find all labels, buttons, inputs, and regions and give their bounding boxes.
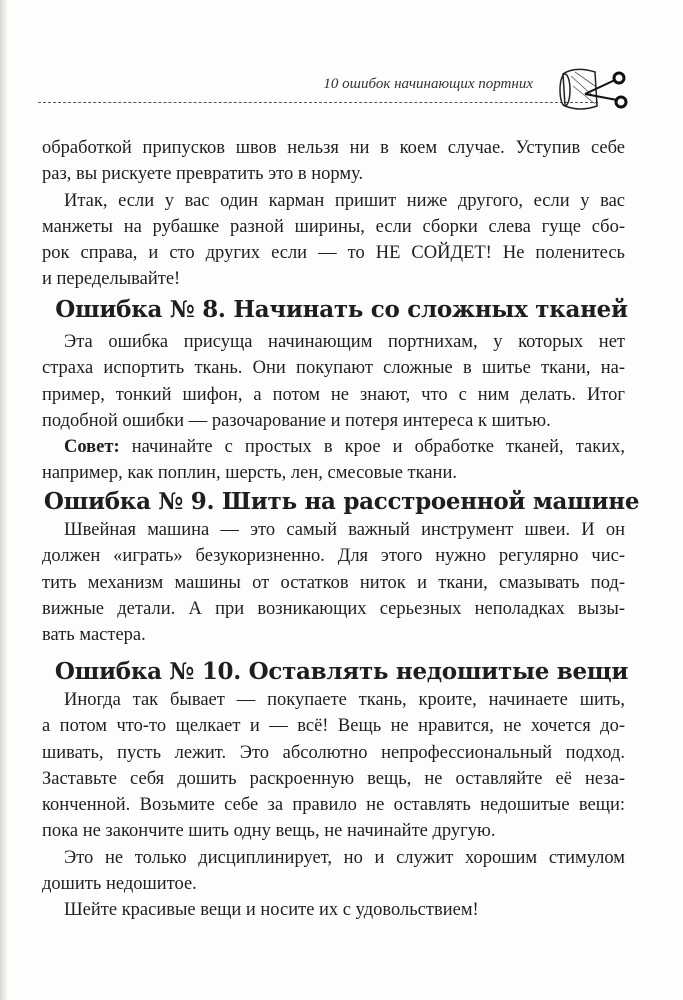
text-line: и переделывайте! <box>42 269 181 290</box>
section-heading: Ошибка № 8. Начинать со сложных тканей <box>55 296 628 323</box>
text-line: должен «играть» безукоризненно. Для этого нужно регулярно чис- <box>42 546 625 567</box>
text-line: а потом что-то щелкает и — всё! Вещь не нравится, не хочется до- <box>42 716 625 737</box>
running-header: 10 ошибок начинающих портних <box>323 76 533 92</box>
text-line: страха испортить ткань. Они покупают сложные в шитье ткани, на- <box>42 358 625 379</box>
text-line: дошить недошитое. <box>42 874 197 895</box>
fabric-scissors-icon <box>555 66 635 116</box>
text-line: подобной ошибки — разочарование и потеря интереса к шитью. <box>42 410 551 431</box>
text-line: пока не закончите шить одну вещь, не начинайте другую. <box>42 821 496 842</box>
section-9-text <box>42 517 625 648</box>
text-line: пример, тонкий шифон, а потом не знают, что с ним делать. Итог <box>42 384 625 405</box>
text-line: Итак, если у вас один карман пришит ниже другого, если у вас <box>64 190 625 211</box>
section-heading: Ошибка № 10. Оставлять недошитые вещи <box>54 658 629 685</box>
text-line: обработкой припусков швов нельзя ни в коем случае. Уступив себе <box>42 138 625 158</box>
tip-label: Совет: <box>64 437 120 458</box>
text-line: тить механизм машины от остатков ниток и ткани, смазывать под- <box>42 572 625 593</box>
text-line: конченной. Возьмите себе за правило не оставлять недошитые вещи: <box>42 795 625 816</box>
tip-line <box>42 434 625 460</box>
section-10-text <box>42 687 625 924</box>
text-line: Заставьте себя дошить раскроенную вещь, не оставляйте её неза- <box>42 768 625 789</box>
text-line: вижные детали. А при возникающих серьезных неполадках вызы- <box>42 598 625 619</box>
tip-text: начинайте с простых в крое и обработке тканей, таких, <box>131 437 625 458</box>
header-dashed-rule <box>38 102 598 103</box>
text-line: Швейная машина — это самый важный инструмент швеи. И он <box>64 520 625 540</box>
text-line: манжеты на рубашке разной ширины, если сборки слева гуще сбо- <box>42 216 625 237</box>
text-line: Шейте красивые вещи и носите их с удовольствием! <box>64 900 479 921</box>
intro-text <box>42 135 625 293</box>
section-8-text <box>42 329 625 487</box>
text-line: рок справа, и сто других если — то НЕ СОЙДЕТ! Не поленитесь <box>42 243 625 264</box>
text-line: Это не только дисциплинирует, но и служит хорошим стимулом <box>64 847 625 868</box>
section-heading: Ошибка № 9. Шить на расстроенной машине <box>43 488 640 515</box>
text-line: Эта ошибка присуща начинающим портнихам, у которых нет <box>64 332 625 352</box>
text-line: раз, вы рискуете превратить это в норму. <box>42 164 364 185</box>
text-line: Иногда так бывает — покупаете ткань, кроите, начинаете шить, <box>64 690 625 710</box>
text-line: шивать, пусть лежит. Это абсолютно непрофессиональный подход. <box>42 742 625 763</box>
text-line: вать мастера. <box>42 625 146 646</box>
text-line: например, как поплин, шерсть, лен, смесовые ткани. <box>42 463 457 484</box>
